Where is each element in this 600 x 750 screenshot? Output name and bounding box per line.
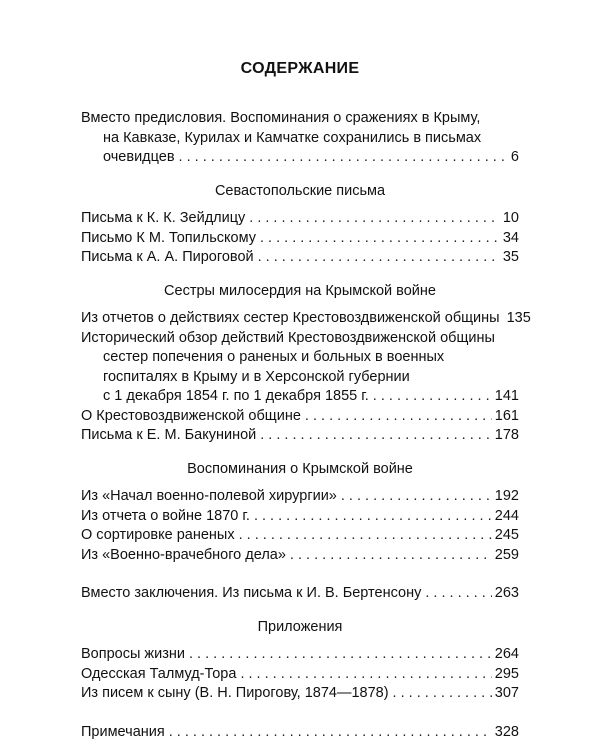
page-number: 178	[494, 427, 519, 443]
page-number: 328	[494, 723, 519, 740]
toc-entry[interactable]	[81, 209, 519, 229]
toc-entry[interactable]	[81, 487, 519, 507]
dot-leader	[258, 248, 500, 268]
entry-text-line: очевидцев	[103, 149, 175, 165]
dot-leader	[425, 584, 491, 604]
entry-text: Из отчета о войне 1870 г.	[81, 507, 250, 524]
entry-text: Из отчетов о действиях сестер Крестовоздвиженской общины	[81, 310, 500, 326]
entry-text-line: с 1 декабря 1854 г. по 1 декабря 1855 г.	[103, 388, 369, 404]
entry-text: О сортировке раненых	[81, 527, 235, 543]
dot-leader	[393, 684, 492, 704]
page-number: 307	[494, 685, 519, 701]
entry-text-line: на Кавказе, Курилах и Камчатке сохранились в письмах	[103, 129, 482, 146]
entry-text: Письмо К М. Топильскому	[81, 229, 256, 246]
dot-leader	[290, 546, 492, 566]
entry-text-line: сестер попечения о раненых и больных в военных	[103, 349, 445, 365]
toc-entry-multiline[interactable]	[81, 329, 519, 407]
page-title: СОДЕРЖАНИЕ	[240, 60, 360, 77]
toc-entry[interactable]	[81, 407, 519, 427]
entry-text: Одесская Талмуд-Тора	[81, 665, 237, 682]
entry-text-line: Исторический обзор действий Крестовоздвиженской общины	[81, 329, 495, 346]
dot-leader	[341, 487, 492, 507]
entry-text: Вместо заключения. Из письма к И. В. Бертенсону	[81, 585, 422, 601]
entry-text: Из писем к сыну (В. Н. Пирогову, 1874—1878)	[81, 685, 389, 701]
toc-content	[81, 109, 531, 742]
toc-entry-notes[interactable]	[81, 723, 519, 743]
section-heading: Севастопольские письма	[214, 182, 386, 199]
entry-text-line: госпиталях в Крыму и в Херсонской губернии	[103, 368, 410, 385]
entry-text: Письма к А. А. Пироговой	[81, 249, 254, 265]
toc-entry[interactable]	[81, 229, 519, 249]
dot-leader	[260, 229, 500, 249]
section-heading: Воспоминания о Крымской войне	[187, 460, 413, 477]
dot-leader	[239, 526, 492, 546]
entry-text: Из «Военно-врачебного дела»	[81, 546, 286, 563]
toc-entry[interactable]	[81, 507, 519, 527]
dot-leader	[305, 407, 492, 427]
dot-leader	[373, 387, 492, 407]
dot-leader	[249, 209, 500, 229]
dot-leader	[240, 665, 491, 685]
page-number: 259	[494, 546, 519, 563]
dot-leader	[179, 148, 508, 168]
section-heading: Сестры милосердия на Крымской войне	[164, 282, 436, 299]
dot-leader	[254, 507, 492, 527]
page-number: 161	[494, 407, 519, 424]
section-heading: Приложения	[257, 618, 343, 635]
toc-entry[interactable]	[81, 426, 519, 446]
page-number: 35	[502, 249, 519, 265]
page-number: 135	[506, 310, 531, 326]
entry-text: Из «Начал военно-полевой хирургии»	[81, 488, 337, 504]
page-number: 141	[494, 388, 519, 404]
page-number: 245	[494, 527, 519, 543]
entry-text-line: Вместо предисловия. Воспоминания о сражениях в Крыму,	[81, 110, 481, 126]
toc-entry-closing[interactable]	[81, 584, 519, 604]
page-number: 6	[510, 149, 519, 165]
toc-entry-intro[interactable]	[81, 109, 519, 168]
page-number: 263	[494, 585, 519, 601]
page-number: 264	[494, 646, 519, 662]
entry-text: Письма к Е. М. Бакуниной	[81, 427, 257, 443]
dot-leader	[260, 426, 492, 446]
toc-entry[interactable]	[81, 526, 519, 546]
page-number: 10	[502, 210, 519, 226]
entry-text: Примечания	[81, 723, 165, 740]
dot-leader	[189, 645, 492, 665]
entry-text: О Крестовоздвиженской общине	[81, 407, 301, 424]
page-number: 244	[494, 507, 519, 524]
toc-entry[interactable]	[81, 645, 519, 665]
page-number: 192	[494, 488, 519, 504]
toc-entry[interactable]	[81, 309, 531, 329]
toc-entry[interactable]	[81, 546, 519, 566]
page-number: 295	[494, 665, 519, 682]
entry-text: Письма к К. К. Зейдлицу	[81, 210, 246, 226]
toc-entry[interactable]	[81, 684, 519, 704]
entry-text: Вопросы жизни	[81, 646, 185, 662]
dot-leader	[169, 723, 492, 743]
toc-entry[interactable]	[81, 665, 519, 685]
toc-entry[interactable]	[81, 248, 519, 268]
page-number: 34	[502, 229, 519, 246]
